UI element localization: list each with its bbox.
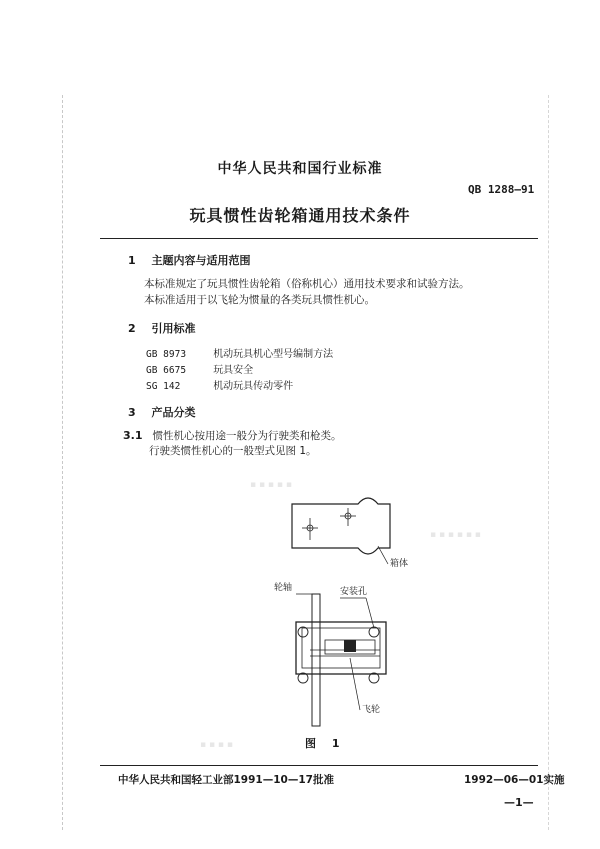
section-number: 1: [128, 254, 136, 267]
reference-code: GB 6675: [146, 365, 187, 376]
section-3-heading: [128, 404, 196, 420]
bleed-through-mark: ▪ ▪ ▪ ▪: [200, 740, 233, 750]
section-title: 产品分类: [151, 406, 196, 419]
approval-line: 中华人民共和国轻工业部1991—10—17批准: [118, 774, 334, 786]
section-1-paragraph-2: 本标准适用于以飞轮为惯量的各类玩具惯性机心。: [144, 294, 375, 306]
section-2-heading: [128, 320, 196, 336]
section-1-paragraph-1: 本标准规定了玩具惯性齿轮箱（俗称机心）通用技术要求和试验方法。: [144, 278, 470, 290]
subsection-3-1: [123, 428, 342, 443]
section-number: 3: [128, 406, 136, 419]
reference-text: 机动玩具机心型号编制方法: [213, 349, 334, 360]
section-title: 主题内容与适用范围: [151, 254, 251, 267]
standard-org-title: 中华人民共和国行业标准: [217, 161, 383, 177]
standard-code: QB 1288—91: [468, 183, 535, 196]
section-number: 2: [128, 322, 136, 335]
bleed-through-mark: ▪ ▪ ▪ ▪ ▪: [250, 480, 292, 490]
bleed-through-mark: ▪ ▪ ▪ ▪ ▪ ▪: [430, 530, 481, 540]
box-side-view: [292, 498, 390, 564]
reference-item: [146, 361, 253, 376]
reference-item: [146, 345, 333, 360]
title-divider: [100, 238, 538, 239]
footer-divider: [100, 765, 538, 766]
label-box: 箱体: [390, 559, 409, 569]
reference-text: 玩具安全: [213, 365, 254, 376]
document-title: 玩具惯性齿轮箱通用技术条件: [189, 206, 411, 225]
figure-1-drawing: [270, 490, 420, 730]
label-mounting-hole: 安装孔: [340, 587, 368, 597]
reference-text: 机动玩具传动零件: [213, 381, 294, 392]
subsection-line-2: 行驶类惯性机心的一般型式见图 1。: [149, 445, 317, 457]
figure-caption: 图 1: [305, 737, 346, 750]
section-title: 引用标准: [151, 322, 196, 335]
reference-code: GB 8973: [146, 349, 187, 360]
label-flywheel: 飞轮: [362, 705, 381, 715]
page-number: —1—: [504, 796, 534, 809]
reference-item: [146, 377, 293, 392]
implementation-date: 1992—06—01实施: [464, 774, 565, 786]
subsection-line-1: 惯性机心按用途一般分为行驶类和枪类。: [152, 430, 342, 442]
section-1-heading: [128, 252, 251, 268]
subsection-number: 3.1: [123, 429, 143, 442]
label-axle: 轮轴: [274, 583, 293, 593]
reference-code: SG 142: [146, 381, 181, 392]
